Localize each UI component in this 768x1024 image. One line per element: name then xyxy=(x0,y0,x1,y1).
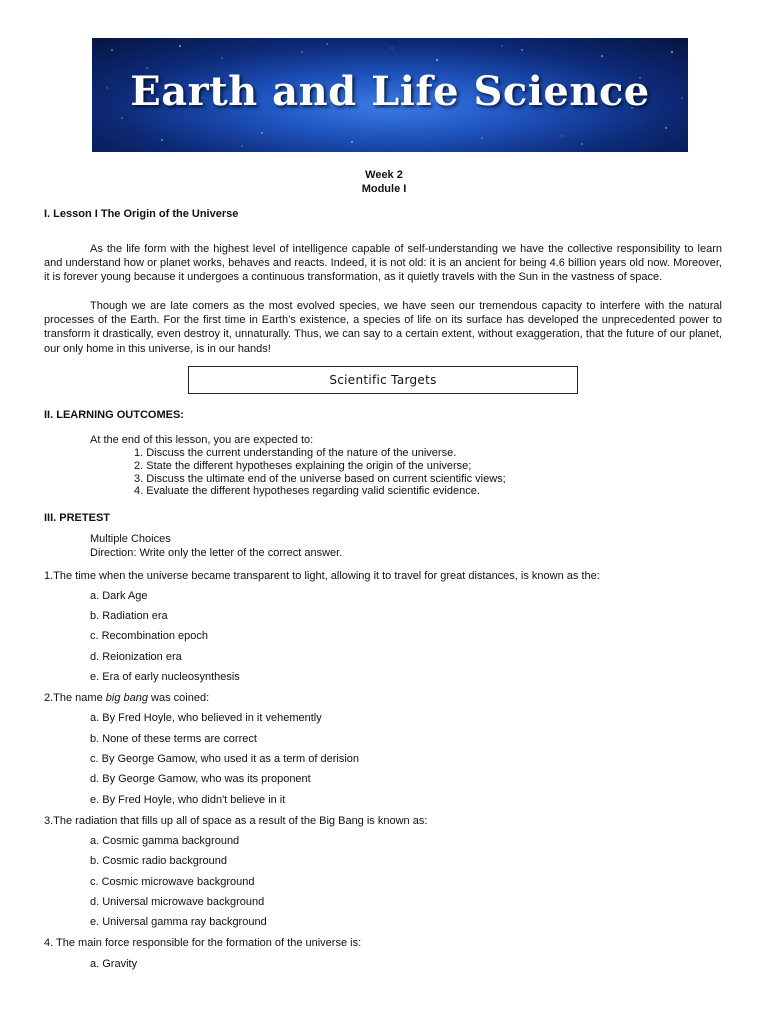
answer-option: c. Recombination epoch xyxy=(90,630,209,642)
answer-option: a. Gravity xyxy=(90,958,138,970)
question-2 xyxy=(44,692,209,704)
question-3: 3.The radiation that fills up all of space as a result of the Big Bang is known as: xyxy=(44,815,428,827)
question-1: 1.The time when the universe became transparent to light, allowing it to travel for great distances, is known as the: xyxy=(44,570,600,582)
scientific-targets-label: Scientific Targets xyxy=(329,373,437,387)
question-4: 4. The main force responsible for the formation of the universe is: xyxy=(44,937,362,949)
lesson-heading: I. Lesson I The Origin of the Universe xyxy=(44,208,239,220)
banner-title: Earth and Life Science xyxy=(130,68,650,115)
answer-option: e. Universal gamma ray background xyxy=(90,916,267,928)
pretest-type: Multiple Choices xyxy=(90,533,171,545)
list-item: 3. Discuss the ultimate end of the universe based on current scientific views; xyxy=(134,472,506,485)
answer-option: e. By Fred Hoyle, who didn't believe in it xyxy=(90,794,286,806)
answer-option: d. Universal microwave background xyxy=(90,896,265,908)
week-label: Week 2 xyxy=(365,169,403,181)
pretest-heading: III. PRETEST xyxy=(44,512,111,524)
answer-option: b. Cosmic radio background xyxy=(90,855,227,867)
list-item: 4. Evaluate the different hypotheses regarding valid scientific evidence. xyxy=(134,485,480,498)
question-2-suffix: was coined: xyxy=(147,692,210,704)
answer-option: a. Dark Age xyxy=(90,590,148,602)
pretest-direction: Direction: Write only the letter of the correct answer. xyxy=(90,547,343,559)
question-2-term: big bang xyxy=(105,692,148,704)
module-label: Module I xyxy=(361,183,407,195)
list-item: 1. Discuss the current understanding of the nature of the universe. xyxy=(134,447,457,459)
outcomes-list xyxy=(134,447,506,498)
outcomes-heading: II. LEARNING OUTCOMES: xyxy=(44,409,184,421)
outcomes-intro: At the end of this lesson, you are expected to: xyxy=(90,434,314,446)
answer-option: c. Cosmic microwave background xyxy=(90,876,255,888)
scientific-targets-box xyxy=(188,366,578,394)
answer-option: d. By George Gamow, who was its proponent xyxy=(90,773,311,785)
answer-option: b. Radiation era xyxy=(90,610,168,622)
answer-option: e. Era of early nucleosynthesis xyxy=(90,671,240,683)
list-item: 2. State the different hypotheses explaining the origin of the universe; xyxy=(134,459,472,472)
answer-option: a. By Fred Hoyle, who believed in it vehemently xyxy=(90,712,322,724)
title-banner xyxy=(92,38,688,152)
lesson-paragraph-2: Though we are late comers as the most evolved species, we have seen our tremendous capacity to interfere with the natural processes of the Earth. For the first time in Earth’s existence, a species of life on its surface has developed the unprecedented power to transform it drastically, even destroy it, unnaturally. Thus, we can say to a certain extent, without exaggeration, that the future of our planet, our only home in this universe, is in our hands! xyxy=(44,300,722,355)
answer-option: a. Cosmic gamma background xyxy=(90,835,240,847)
answer-option: c. By George Gamow, who used it as a term of derision xyxy=(90,753,360,765)
answer-option: d. Reionization era xyxy=(90,651,182,663)
lesson-paragraph-1: As the life form with the highest level of intelligence capable of self-understanding we have the collective responsibility to learn and understand how or planet works, behaves and reacts. Indeed, it is not old: it is an ancient for being 4.6 billion years old now. Moreover, it is forever young because it undergoes a continuous transformation, as it quietly travels with the Sun in the vastness of space. xyxy=(44,243,722,284)
answer-option: b. None of these terms are correct xyxy=(90,733,257,745)
question-2-prefix: 2.The name xyxy=(44,692,106,704)
